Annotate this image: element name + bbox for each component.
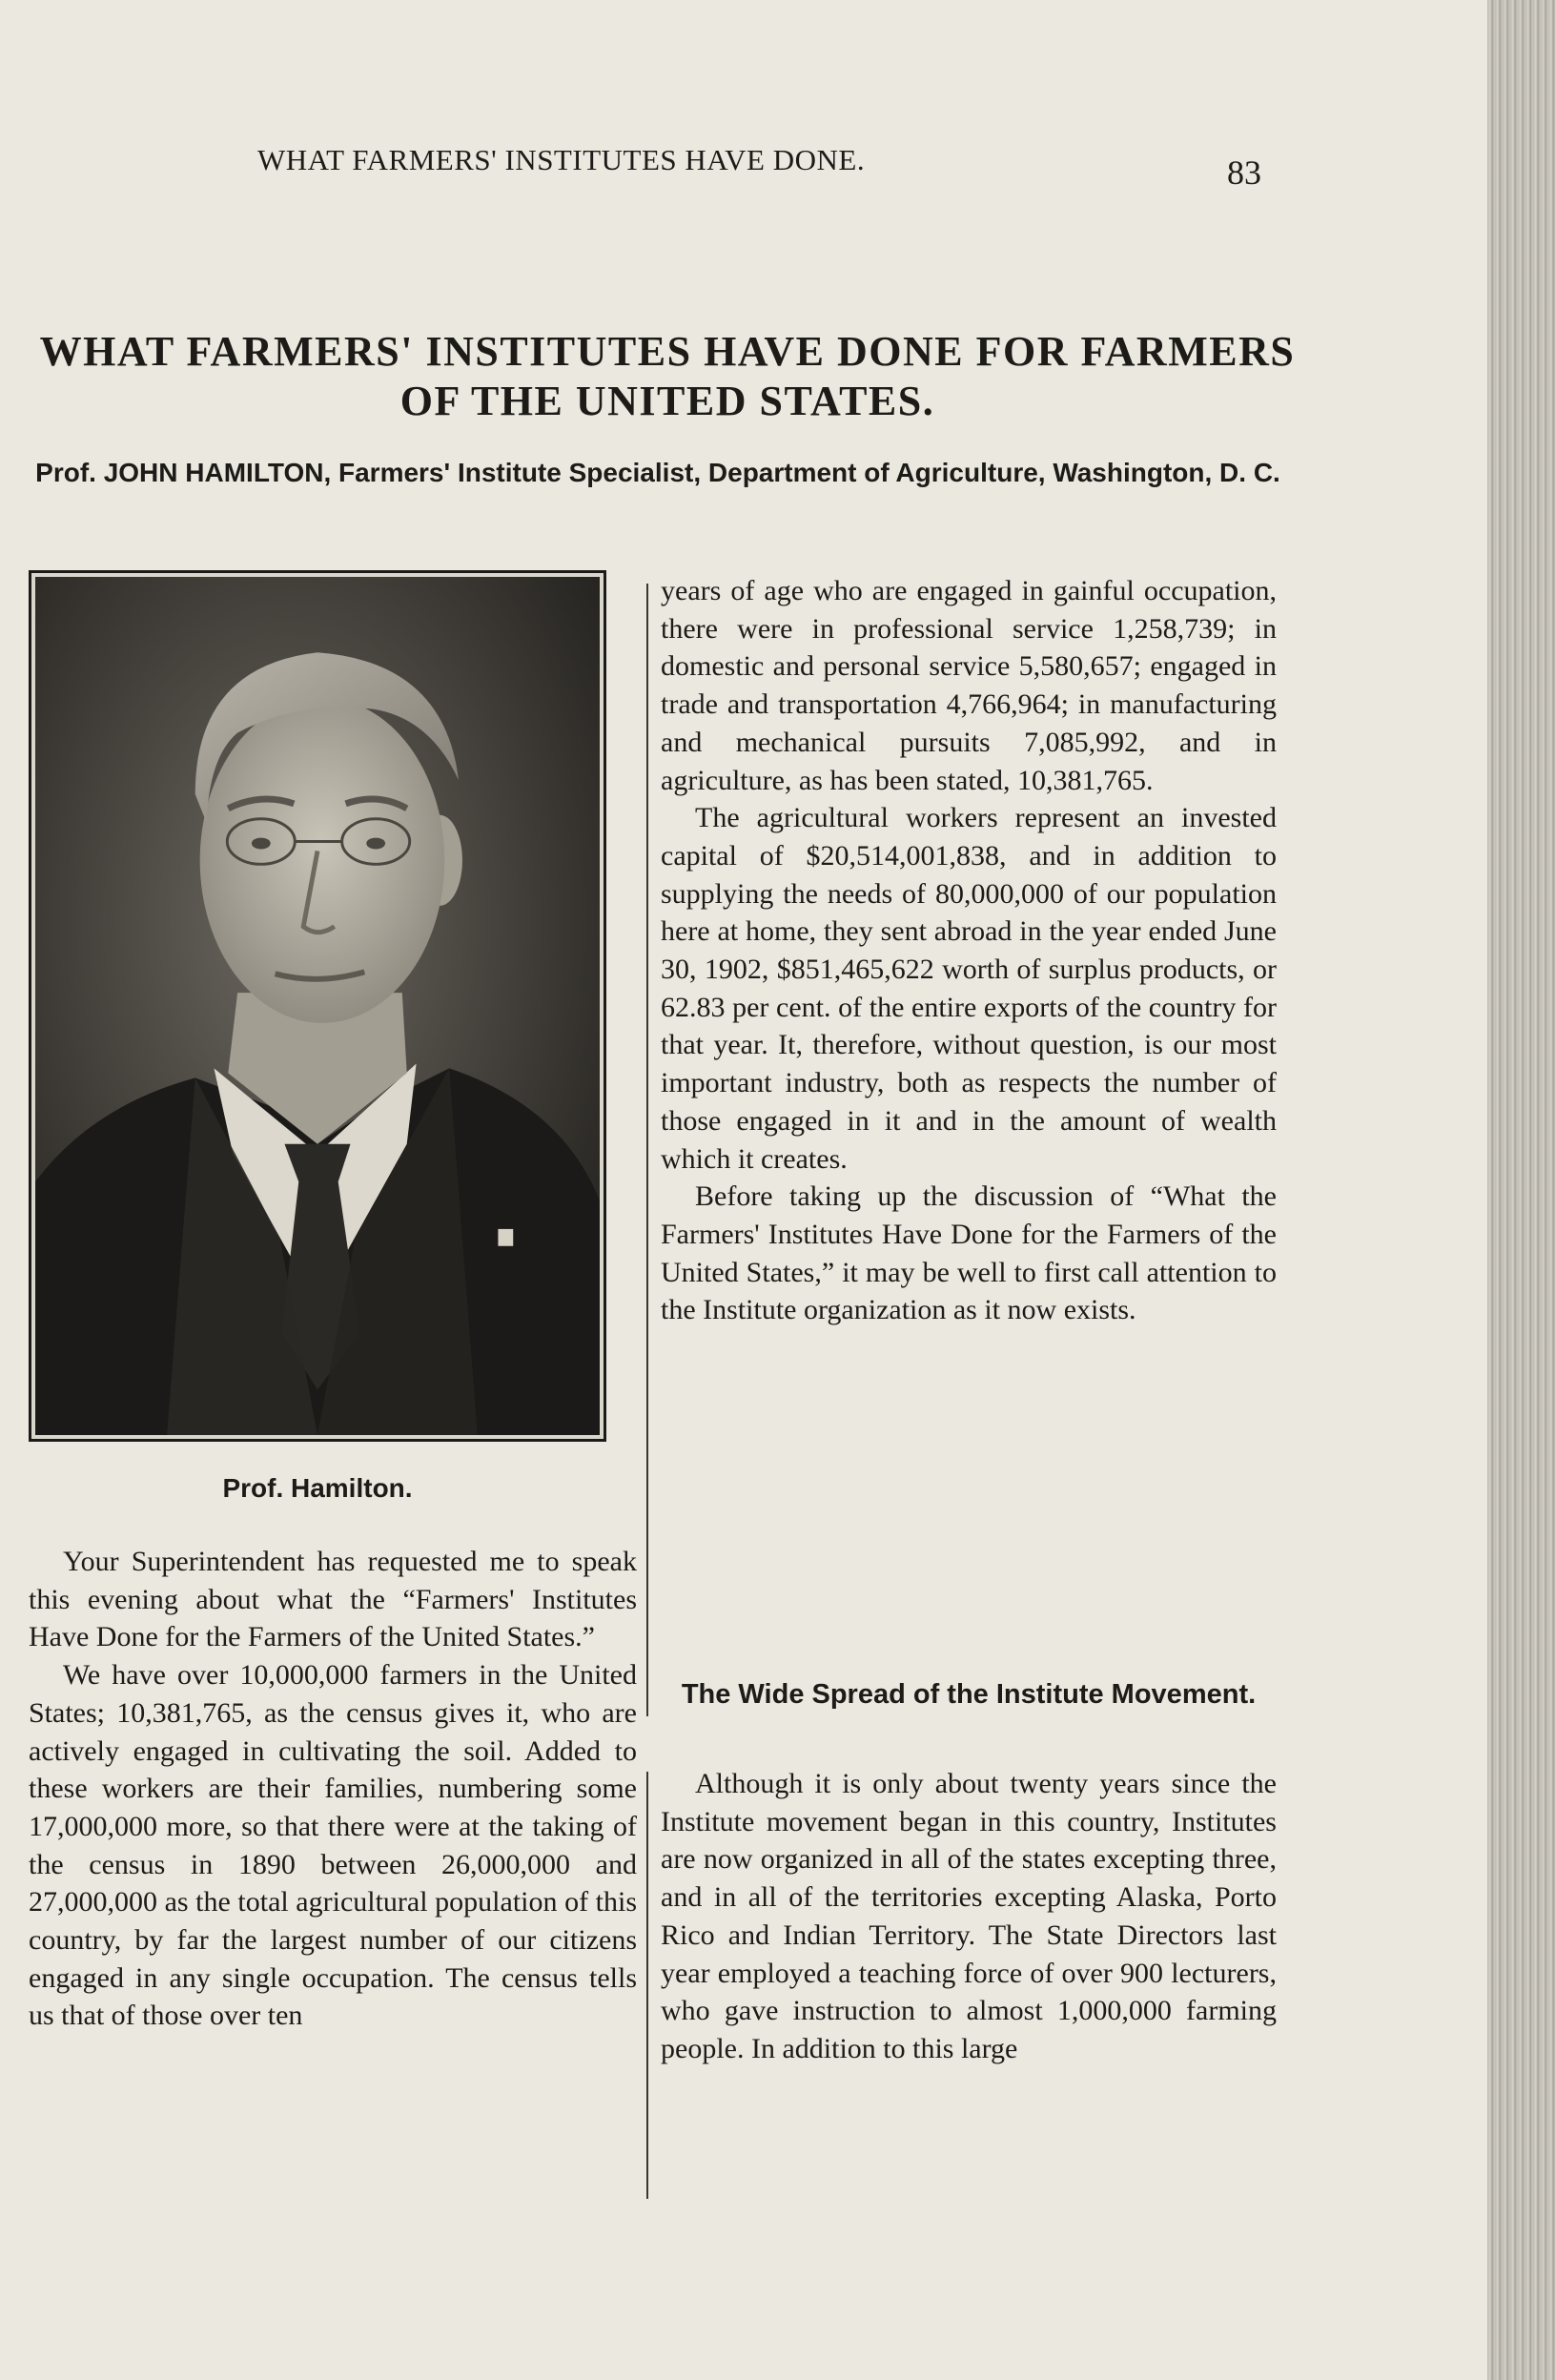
column-divider — [646, 1772, 648, 2199]
author-byline: Prof. JOHN HAMILTON, Farmers' Institute Specialist, Department of Agriculture, Washington, D. C. — [35, 458, 1280, 487]
continued-paragraph: years of age who are engaged in gainful occupation, there were in professional service 1,258,739; in domestic and personal service 5,580,657; engaged in trade and transportation 4,766,964; in manufacturing and mechanical pursuits 7,085,992, and in agriculture, as has been stated, 10,381,765. — [661, 575, 1277, 796]
page-edge — [1487, 0, 1555, 2380]
column-divider — [646, 584, 648, 1716]
paragraph: The agricultural workers represent an invested capital of $20,514,001,838, and in addition to supplying the needs of 80,000,000 of our population here at home, they sent abroad in the year ended June 30, 1902, $851,465,622 worth of surplus products, or 62.83 per cent. of the entire exports of the country for that year. It, therefore, without question, is our most important industry, both as respects the number of those engaged in it and in the amount of wealth which it creates. — [661, 802, 1277, 1175]
portrait-illustration — [35, 577, 600, 1435]
paragraph: Although it is only about twenty years since the Institute movement began in this country, Institutes are now organized in all of the states excepting three, and in all of the territories excepting Alaska, Porto Rico and Indian Territory. The State Directors last year employed a teaching force of over 900 lecturers, who gave instruction to almost 1,000,000 farming people. In addition to this large — [661, 1768, 1277, 2064]
page-number: 83 — [1227, 154, 1261, 192]
portrait-photo — [29, 570, 606, 1442]
running-head: WHAT FARMERS' INSTITUTES HAVE DONE. — [257, 143, 866, 176]
paragraph: Your Superintendent has requested me to speak this evening about what the “Farmers' Institutes Have Done for the Farmers of the United States.” — [29, 1546, 637, 1653]
right-column-section — [661, 1765, 1277, 2068]
right-column — [661, 572, 1277, 1329]
section-heading: The Wide Spread of the Institute Movement. — [681, 1679, 1257, 1710]
left-column — [29, 1543, 637, 2035]
paragraph: We have over 10,000,000 farmers in the United States; 10,381,765, as the census gives it, who are actively engaged in cultivating the soil. Added to these workers are their families, numbering some 17,000,000 more, so that there were at the taking of the census in 1890 between 26,000,000 and 27,000,000 as the total agricultural population of this country, by far the largest number of our citizens engaged in any single occupation. The census tells us that of those over ten — [29, 1659, 637, 2032]
paragraph: Before taking up the discussion of “What the Farmers' Institutes Have Done for the Farmers of the United States,” it may be well to first call attention to the Institute organization as it now exists. — [661, 1180, 1277, 1326]
portrait-caption: Prof. Hamilton. — [222, 1473, 413, 1503]
article-title: WHAT FARMERS' INSTITUTES HAVE DONE FOR FARMERS OF THE UNITED STATES. — [39, 328, 1296, 424]
